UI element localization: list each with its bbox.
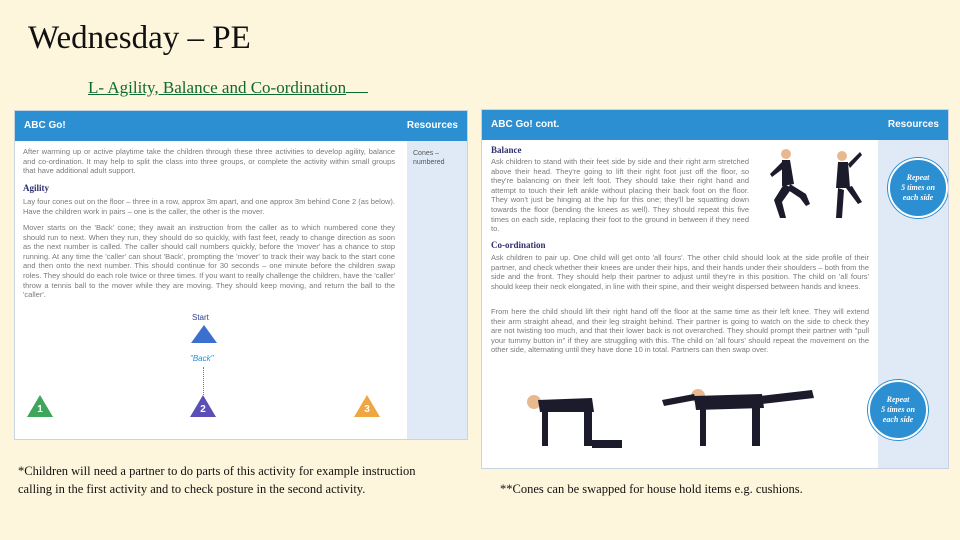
agility-paragraph-2: Mover starts on the 'Back' cone; they await an instruction from the caller as to which numbered cone they should run to next. When they run, they should do so quickly, with fast feet, ready to change direction as soon as the next number is called. The caller should call numbers quickly, before the 'mover' has a chance to stop running. At any time the 'caller' can shout 'Back', prompting the 'mover' to track their way back to the start cone and then onto the next number. This should continue for 30 seconds – one minute before the children swap roles. They should do each role twice or three times. If you want to really challenge the children, have the 'caller' throw a tennis ball to the mover while they are moving. They should keep moving, and return the ball to the 'caller'. — [23, 223, 395, 300]
badge-line-3: each side — [902, 193, 934, 202]
coordination-photo — [512, 372, 862, 456]
badge-line-2: 5 times on — [881, 405, 915, 414]
all-fours-figure-2 — [662, 389, 814, 446]
balance-heading: Balance — [491, 145, 522, 155]
card-header-title: ABC Go! — [24, 120, 66, 131]
card-header — [15, 111, 467, 141]
card-header-title: ABC Go! cont. — [491, 119, 560, 130]
coordination-paragraph-2: From here the child should lift their right hand off the floor at the same time as their left knee. They will extend their arm straight ahead, and their leg straight behind. Their partner is going to watch on the side to check they are not twisting too much, and that their lower back is not overarched. They should prompt their partner with "pull your tummy button in" if they are struggling with this. The child on 'all fours' should repeat the movement on the other side, alternating until they have done 10 in total. Partners can then swap over. — [491, 307, 869, 355]
cones-note: **Cones can be swapped for house hold items e.g. cushions. — [500, 482, 803, 496]
card-header-resources: Resources — [406, 120, 458, 131]
balance-figure-2 — [836, 151, 862, 218]
repeat-badge-top — [888, 158, 948, 218]
coordination-paragraph-1: Ask children to pair up. One child will get onto 'all fours'. The other child should look at the side profile of their partner, and check whether their knees are under their hips, and their hands under their shoulders – both from the side and the front. They should help their partner to adjust until they're in this position. The child on 'all fours' should keep their neck elongated, in line with their spine, and their weight dispersed between hands and knees. — [491, 253, 869, 291]
slide-title: Wednesday – PE — [28, 20, 251, 56]
partner-note: *Children will need a partner to do parts of this activity for example instruction calling in the first activity and to check posture in the second activity. — [18, 464, 416, 496]
badge-line-3: each side — [882, 415, 914, 424]
balance-paragraph: Ask children to stand with their feet side by side and their right arm stretched above their head. They're going to lift their right foot just off the floor, so they're balancing on their left foot. They should take their right hand and attempt to touch their left ankle without placing their back foot on the floor. They won't just be hinging at the hip for this one; they'll be squatting down towards the floor (bending the knees as well). They should repeat this five times on each side, replacing their foot to the ground in between if they need to. — [491, 157, 749, 234]
learning-objective-text: L- Agility, Balance and Co-ordination — [88, 78, 347, 97]
learning-objective — [88, 78, 368, 98]
balance-photo — [760, 144, 872, 224]
card-header — [482, 110, 948, 140]
balance-figure-1 — [770, 149, 810, 218]
coordination-heading: Co-ordination — [491, 240, 546, 250]
badge-line-1: Repeat — [906, 173, 930, 182]
all-fours-figure-1 — [527, 395, 622, 448]
repeat-badge-bottom — [868, 380, 928, 440]
start-cone — [191, 325, 217, 343]
resources-text: Cones – numbered — [413, 150, 445, 166]
abc-go-cont-card — [481, 109, 949, 469]
back-label: "Back" — [190, 354, 214, 363]
start-label: Start — [192, 313, 209, 322]
cone-1-label: 1 — [37, 404, 43, 415]
abc-go-card — [14, 110, 468, 440]
badge-line-2: 5 times on — [901, 183, 935, 192]
card-header-resources: Resources — [887, 119, 939, 130]
intro-paragraph: After warming up or active playtime take the children through these three activities to develop agility, balance and co-ordination. It may help to split the class into three groups, or complete the activity within small groups that have additional adult support. — [23, 147, 395, 176]
cone-3-label: 3 — [364, 404, 370, 415]
cone-2-label: 2 — [200, 404, 206, 415]
badge-line-1: Repeat — [886, 395, 910, 404]
agility-paragraph-1: Lay four cones out on the floor – three in a row, approx 3m apart, and one approx 3m behind Cone 2 (as below). Have the children work in pairs – one is the caller, the other is the mover. — [23, 197, 395, 216]
dotted-path — [203, 367, 204, 395]
resources-column — [407, 141, 467, 439]
agility-heading: Agility — [23, 183, 49, 193]
